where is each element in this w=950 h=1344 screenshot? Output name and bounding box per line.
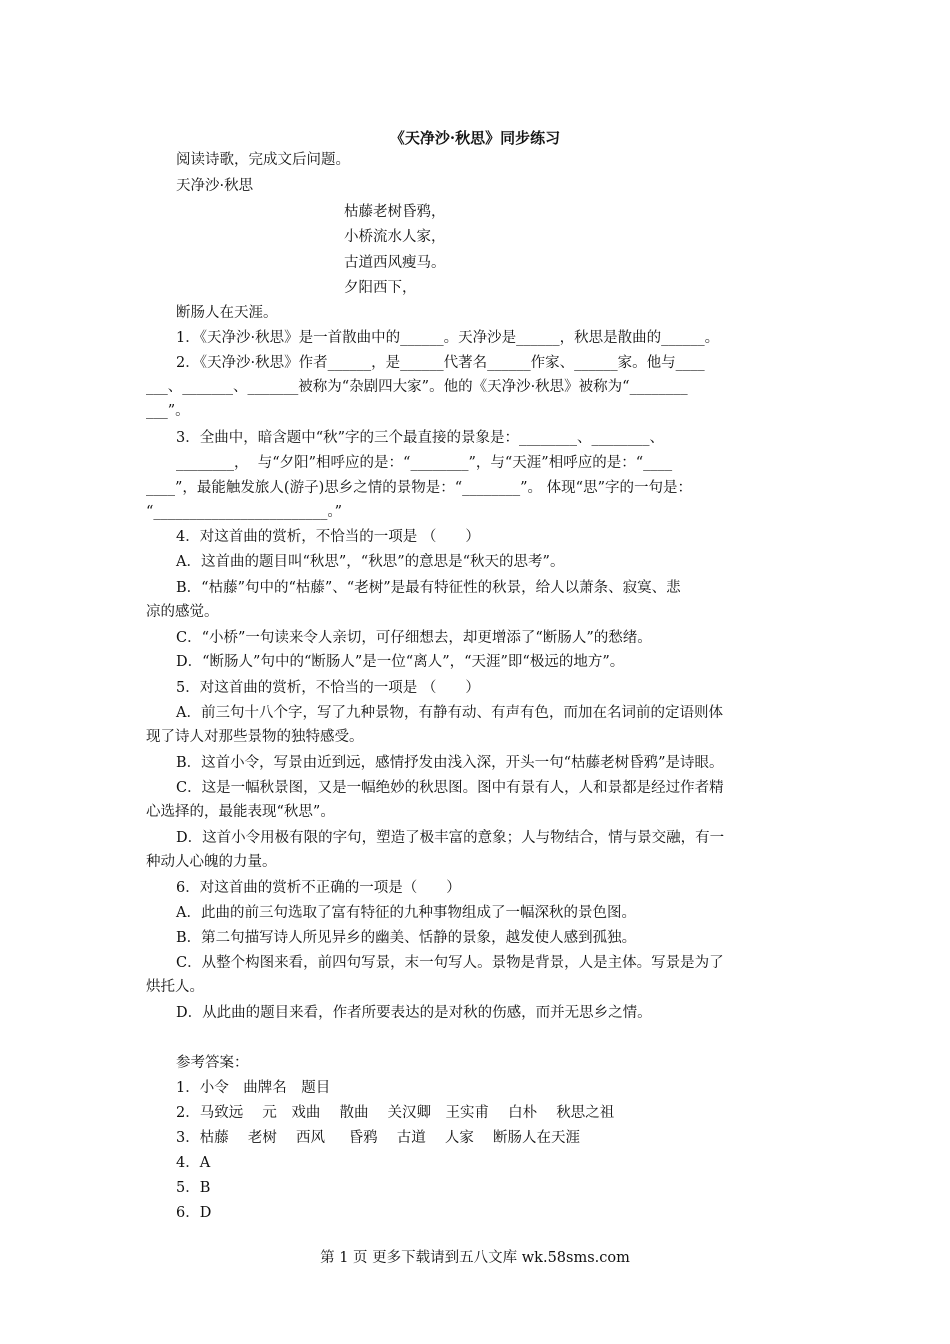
answer-item: 2．马致远 元 戏曲 散曲 关汉卿 王实甫 白朴 秋思之祖 [176, 1105, 615, 1121]
question-6-option-c-cont: 烘托人。 [146, 979, 204, 995]
question-6-option-d: D．从此曲的题目来看，作者所要表达的是对秋的伤感，而并无思乡之情。 [176, 1005, 652, 1021]
question-2-cont: ___、_______、_______被称为“杂剧四大家”。他的《天净沙·秋思》被称为“________ [146, 379, 688, 395]
question-4-stem: 4．对这首曲的赏析，不恰当的一项是 （ ） [176, 529, 480, 545]
question-6-option-a: A．此曲的前三句选取了富有特征的九种事物组成了一幅深秋的景色图。 [176, 905, 636, 921]
question-5-option-d: D．这首小令用极有限的字句，塑造了极丰富的意象；人与物结合，情与景交融，有一 [176, 830, 725, 846]
question-4-option-b-cont: 凉的感觉。 [146, 604, 219, 620]
answer-item: 5．B [176, 1180, 211, 1196]
intro-text: 阅读诗歌，完成文后问题。 [176, 152, 350, 168]
question-3-cont: ________， 与“夕阳”相呼应的是：“________”，与“天涯”相呼应的是：“____ [176, 455, 673, 471]
answer-item: 6．D [176, 1205, 212, 1221]
poem-last-line: 断肠人在天涯。 [176, 305, 278, 321]
poem-line: 夕阳西下， [344, 280, 417, 296]
answer-item: 3．枯藤 老树 西风 昏鸦 古道 人家 断肠人在天涯 [176, 1130, 580, 1146]
question-2: 2．《天净沙·秋思》作者______，是______代著名______作家、______家。他与____ [176, 355, 705, 371]
question-5-option-d-cont: 种动人心魄的力量。 [146, 854, 277, 870]
question-3-cont: ____”，最能触发旅人(游子)思乡之情的景物是：“________”。 体现“思”字的一句是： [146, 480, 692, 496]
question-5-option-c-cont: 心选择的，最能表现“秋思”。 [146, 804, 335, 820]
answers-heading: 参考答案： [176, 1055, 249, 1071]
question-6-option-c: C．从整个构图来看，前四句写景，末一句写人。景物是背景，人是主体。写景是为了 [176, 955, 724, 971]
question-6-option-b: B．第二句描写诗人所见异乡的幽美、恬静的景象，越发使人感到孤独。 [176, 930, 637, 946]
question-4-option-d: D．“断肠人”句中的“断肠人”是一位“离人”，“天涯”即“极远的地方”。 [176, 654, 625, 670]
question-5-option-a-cont: 现了诗人对那些景物的独特感受。 [146, 729, 364, 745]
answer-item: 1．小令 曲牌名 题目 [176, 1080, 331, 1096]
poem-line: 小桥流水人家， [344, 229, 446, 245]
question-5-option-c: C．这是一幅秋景图，又是一幅绝妙的秋思图。图中有景有人，人和景都是经过作者精 [176, 780, 724, 796]
question-5-option-a: A．前三句十八个字，写了九种景物，有静有动、有声有色，而加在名词前的定语则体 [176, 705, 723, 721]
question-6-stem: 6．对这首曲的赏析不正确的一项是（ ） [176, 880, 461, 896]
poem-heading: 天净沙·秋思 [176, 178, 254, 194]
question-2-cont: ___”。 [146, 403, 190, 419]
page-footer: 第 1 页 更多下载请到五八文库 wk.58sms.com [320, 1250, 630, 1266]
document-title: 《天净沙·秋思》同步练习 [389, 129, 561, 147]
question-3: 3．全曲中，暗含题中“秋”字的三个最直接的景象是：________、________、 [176, 430, 665, 446]
question-5-option-b: B．这首小令，写景由近到远，感情抒发由浅入深，开头一句“枯藤老树昏鸦”是诗眼。 [176, 755, 724, 771]
poem-line: 古道西风瘦马。 [344, 255, 446, 271]
question-4-option-b: B．“枯藤”句中的“枯藤”、“老树”是最有特征性的秋景，给人以萧条、寂寞、悲 [176, 580, 681, 596]
question-4-option-a: A．这首曲的题目叫“秋思”，“秋思”的意思是“秋天的思考”。 [176, 554, 565, 570]
answer-item: 4．A [176, 1155, 211, 1171]
poem-line: 枯藤老树昏鸦， [344, 204, 446, 220]
question-3-cont: “________________________。” [146, 504, 343, 520]
question-5-stem: 5．对这首曲的赏析，不恰当的一项是 （ ） [176, 680, 480, 696]
question-4-option-c: C．“小桥”一句读来令人亲切，可仔细想去，却更增添了“断肠人”的愁绪。 [176, 630, 652, 646]
question-1: 1．《天净沙·秋思》是一首散曲中的______。天净沙是______，秋思是散曲的______。 [176, 330, 720, 346]
